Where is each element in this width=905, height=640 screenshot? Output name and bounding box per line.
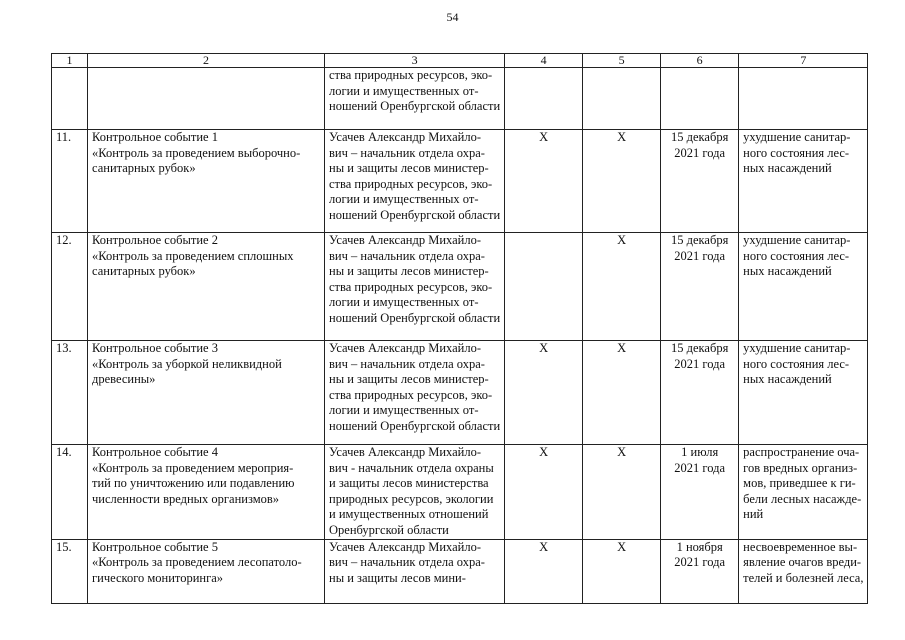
text-line: «Контроль за проведением сплошных <box>92 248 294 263</box>
text-line: «Контроль за проведением мероприя- <box>92 460 294 475</box>
cell-risk <box>739 539 868 603</box>
text-line: ного состояния лес- <box>743 145 850 160</box>
text-line: «Контроль за проведением выборочно- <box>92 145 301 160</box>
text-line: Усачев Александр Михайло- <box>329 233 481 247</box>
text-line: ных насаждений <box>743 264 832 279</box>
text-line: ухудшение санитар- <box>743 130 851 144</box>
text-line: распространение оча- <box>743 445 860 459</box>
text-line: ны и защиты лесов министер- <box>329 264 489 279</box>
cell-risk <box>739 445 868 540</box>
text-line: санитарных рубок» <box>92 264 196 279</box>
text-line: Оренбургской области <box>329 522 449 537</box>
table-row <box>52 341 868 445</box>
text-line: 2021 года <box>674 248 726 263</box>
cell-date <box>661 68 739 130</box>
text-line: бели лесных насажде- <box>743 491 862 506</box>
text-line: и имущественных отношений <box>329 507 489 522</box>
text-line: логии и имущественных от- <box>329 295 479 310</box>
text-line: 15 декабря <box>671 130 729 144</box>
text-line: Контрольное событие 5 <box>92 539 218 554</box>
text-line: 15 декабря <box>671 341 729 355</box>
text-line: ства природных ресурсов, эко- <box>329 279 493 294</box>
text-line: древесины» <box>92 372 156 387</box>
cell-col4: X <box>505 341 583 445</box>
text-line: вич - начальник отдела охраны <box>329 460 494 475</box>
cell-responsible <box>325 233 505 341</box>
cell-event <box>88 341 325 445</box>
text-line: вич – начальник отдела охра- <box>329 145 485 160</box>
cell-date <box>661 539 739 603</box>
text-line: 2021 года <box>674 555 726 570</box>
text-line: 2021 года <box>674 145 726 160</box>
row-number: 15. <box>52 539 88 603</box>
cell-col5 <box>583 68 661 130</box>
text-line: ношений Оренбургской области <box>329 207 501 222</box>
cell-col4: X <box>505 130 583 233</box>
cell-risk <box>739 130 868 233</box>
text-line: ных насаждений <box>743 161 832 176</box>
cell-risk <box>739 341 868 445</box>
column-header-1: 1 <box>52 54 88 68</box>
text-line: ухудшение санитар- <box>743 233 851 247</box>
cell-date <box>661 445 739 540</box>
text-line: ношений Оренбургской области <box>329 99 501 114</box>
text-line: тий по уничтожению или подавлению <box>92 476 295 491</box>
row-number: 11. <box>52 130 88 233</box>
text-line: Контрольное событие 1 <box>92 130 218 144</box>
text-line: гов вредных организ- <box>743 460 858 475</box>
table-row <box>52 233 868 341</box>
cell-col4: X <box>505 539 583 603</box>
cell-event <box>88 539 325 603</box>
text-line: ных насаждений <box>743 372 832 387</box>
cell-responsible <box>325 341 505 445</box>
column-header-5: 5 <box>583 54 661 68</box>
text-line: Контрольное событие 2 <box>92 233 218 247</box>
cell-event <box>88 68 325 130</box>
continuation-row <box>52 68 868 130</box>
text-line: 1 ноября <box>676 539 723 554</box>
text-line: санитарных рубок» <box>92 161 196 176</box>
text-line: ного состояния лес- <box>743 248 850 263</box>
text-line: и защиты лесов министерства <box>329 476 489 491</box>
text-line: Усачев Александр Михайло- <box>329 539 481 554</box>
text-line: ства природных ресурсов, эко- <box>329 68 493 82</box>
text-line: ношений Оренбургской области <box>329 310 501 325</box>
text-line: вич – начальник отдела охра- <box>329 555 485 570</box>
text-line: «Контроль за проведением лесопатоло- <box>92 555 302 570</box>
cell-event <box>88 130 325 233</box>
text-line: ного состояния лес- <box>743 356 850 371</box>
text-line: вич – начальник отдела охра- <box>329 356 485 371</box>
text-line: телей и болезней леса, <box>743 570 864 585</box>
column-header-2: 2 <box>88 54 325 68</box>
cell-col5: X <box>583 130 661 233</box>
text-line: ны и защиты лесов министер- <box>329 161 489 176</box>
text-line: Усачев Александр Михайло- <box>329 445 481 459</box>
text-line: Контрольное событие 4 <box>92 445 218 459</box>
cell-col5: X <box>583 539 661 603</box>
table-row <box>52 539 868 603</box>
text-line: 2021 года <box>674 460 726 475</box>
cell-date <box>661 233 739 341</box>
cell-responsible <box>325 539 505 603</box>
cell-event <box>88 445 325 540</box>
text-line: природных ресурсов, экологии <box>329 491 494 506</box>
text-line: логии и имущественных от- <box>329 83 479 98</box>
cell-event <box>88 233 325 341</box>
cell-col4 <box>505 68 583 130</box>
text-line: 1 июля <box>681 445 719 459</box>
row-number: 14. <box>52 445 88 540</box>
table-row <box>52 130 868 233</box>
column-header-6: 6 <box>661 54 739 68</box>
column-header-7: 7 <box>739 54 868 68</box>
cell-risk <box>739 68 868 130</box>
text-line: численности вредных организмов» <box>92 491 280 506</box>
text-line: ны и защиты лесов министер- <box>329 372 489 387</box>
cell-col4: X <box>505 445 583 540</box>
text-line: явление очагов вреди- <box>743 555 862 570</box>
cell-num <box>52 68 88 130</box>
text-line: вич – начальник отдела охра- <box>329 248 485 263</box>
cell-col5: X <box>583 445 661 540</box>
text-line: мов, приведшее к ги- <box>743 476 856 491</box>
control-events-table <box>51 53 868 604</box>
cell-date <box>661 341 739 445</box>
text-line: ношений Оренбургской области <box>329 418 501 433</box>
text-line: логии и имущественных от- <box>329 403 479 418</box>
text-line: несвоевременное вы- <box>743 539 858 554</box>
text-line: ны и защиты лесов мини- <box>329 570 466 585</box>
text-line: ухудшение санитар- <box>743 341 851 355</box>
text-line: гического мониторинга» <box>92 570 224 585</box>
column-header-4: 4 <box>505 54 583 68</box>
row-number: 13. <box>52 341 88 445</box>
cell-responsible <box>325 130 505 233</box>
row-number: 12. <box>52 233 88 341</box>
column-number-row <box>52 54 868 68</box>
column-header-3: 3 <box>325 54 505 68</box>
text-line: ства природных ресурсов, эко- <box>329 387 493 402</box>
cell-responsible <box>325 445 505 540</box>
text-line: 15 декабря <box>671 233 729 247</box>
text-line: Усачев Александр Михайло- <box>329 130 481 144</box>
text-line: ства природных ресурсов, эко- <box>329 176 493 191</box>
cell-risk <box>739 233 868 341</box>
cell-date <box>661 130 739 233</box>
text-line: ний <box>743 507 764 522</box>
cell-col4 <box>505 233 583 341</box>
cell-col5: X <box>583 341 661 445</box>
cell-col5: X <box>583 233 661 341</box>
table-row <box>52 445 868 540</box>
text-line: 2021 года <box>674 356 726 371</box>
text-line: Усачев Александр Михайло- <box>329 341 481 355</box>
page-number: 54 <box>446 10 459 24</box>
text-line: логии и имущественных от- <box>329 192 479 207</box>
text-line: Контрольное событие 3 <box>92 341 218 355</box>
text-line: «Контроль за уборкой неликвидной <box>92 356 282 371</box>
cell-responsible <box>325 68 505 130</box>
